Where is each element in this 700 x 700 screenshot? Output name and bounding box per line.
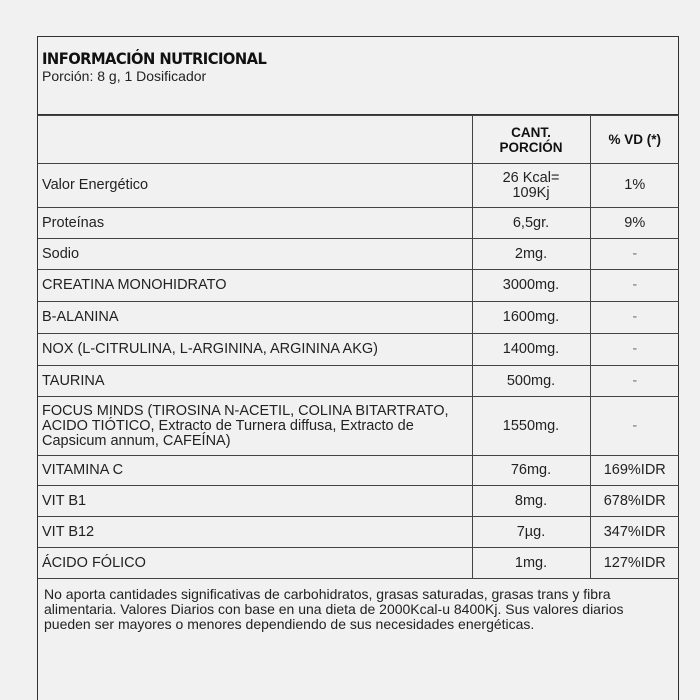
nutrient-name: FOCUS MINDS (TIROSINA N-ACETIL, COLINA BITARTRATO, ACIDO TIÓTICO, Extracto de Turnera diffusa, Extracto de Capsicum annum, CAFEÍNA) [38,397,472,456]
nutrient-daily-value: - [590,334,679,366]
nutrient-amount: 1400mg. [472,334,590,366]
nutrient-daily-value: 169%IDR [590,456,679,486]
table-row [38,302,679,334]
table-row [38,366,679,397]
nutrient-daily-value: 347%IDR [590,517,679,548]
nutrient-amount: 26 Kcal= 109Kj [472,164,590,208]
table-row [38,486,679,517]
nutrition-facts-panel [37,36,679,700]
column-header-vd: % VD (*) [590,116,679,164]
nutrient-name: Proteínas [38,208,472,239]
table-row [38,239,679,270]
nutrient-name: NOX (L-CITRULINA, L-ARGININA, ARGININA AKG) [38,334,472,366]
nutrient-amount: 2mg. [472,239,590,270]
nutrient-amount: 1mg. [472,548,590,579]
nutrition-title: INFORMACIÓN NUTRICIONAL [42,49,267,68]
column-header-amount: CANT. PORCIÓN [472,116,590,164]
nutrient-daily-value: - [590,239,679,270]
table-row [38,456,679,486]
nutrient-amount: 8mg. [472,486,590,517]
nutrient-name: TAURINA [38,366,472,397]
nutrient-daily-value: - [590,270,679,302]
table-row [38,397,679,456]
table-row [38,517,679,548]
nutrient-name: VITAMINA C [38,456,472,486]
nutrient-name: ÁCIDO FÓLICO [38,548,472,579]
table-row [38,548,679,579]
nutrient-daily-value: 678%IDR [590,486,679,517]
nutrient-amount: 500mg. [472,366,590,397]
table-row [38,208,679,239]
nutrient-amount: 3000mg. [472,270,590,302]
table-row [38,334,679,366]
nutrient-name: VIT B12 [38,517,472,548]
nutrient-name: Valor Energético [38,164,472,208]
nutrient-daily-value: 127%IDR [590,548,679,579]
nutrient-daily-value: - [590,366,679,397]
nutrient-amount: 76mg. [472,456,590,486]
nutrient-name: VIT B1 [38,486,472,517]
nutrient-amount: 7µg. [472,517,590,548]
nutrient-name: B-ALANINA [38,302,472,334]
nutrient-daily-value: - [590,302,679,334]
serving-size: Porción: 8 g, 1 Dosificador [42,68,207,84]
nutrient-amount: 1550mg. [472,397,590,456]
table-header-row [38,116,679,164]
footnote: No aporta cantidades significativas de carbohidratos, grasas saturadas, grasas trans y fibra alimentaria. Valores Diarios con base en una dieta de 2000Kcal-u 8400Kj. Sus valores diarios pueden ser mayores o menores dependiendo de sus necesidades energéticas. [44,586,624,632]
nutrition-table [38,115,679,579]
table-row [38,164,679,208]
nutrient-amount: 1600mg. [472,302,590,334]
nutrient-daily-value: - [590,397,679,456]
nutrition-header [38,37,678,115]
nutrient-daily-value: 9% [590,208,679,239]
nutrient-name: Sodio [38,239,472,270]
nutrient-daily-value: 1% [590,164,679,208]
column-header-nutrient [38,116,472,164]
nutrient-amount: 6,5gr. [472,208,590,239]
nutrient-name: CREATINA MONOHIDRATO [38,270,472,302]
table-row [38,270,679,302]
